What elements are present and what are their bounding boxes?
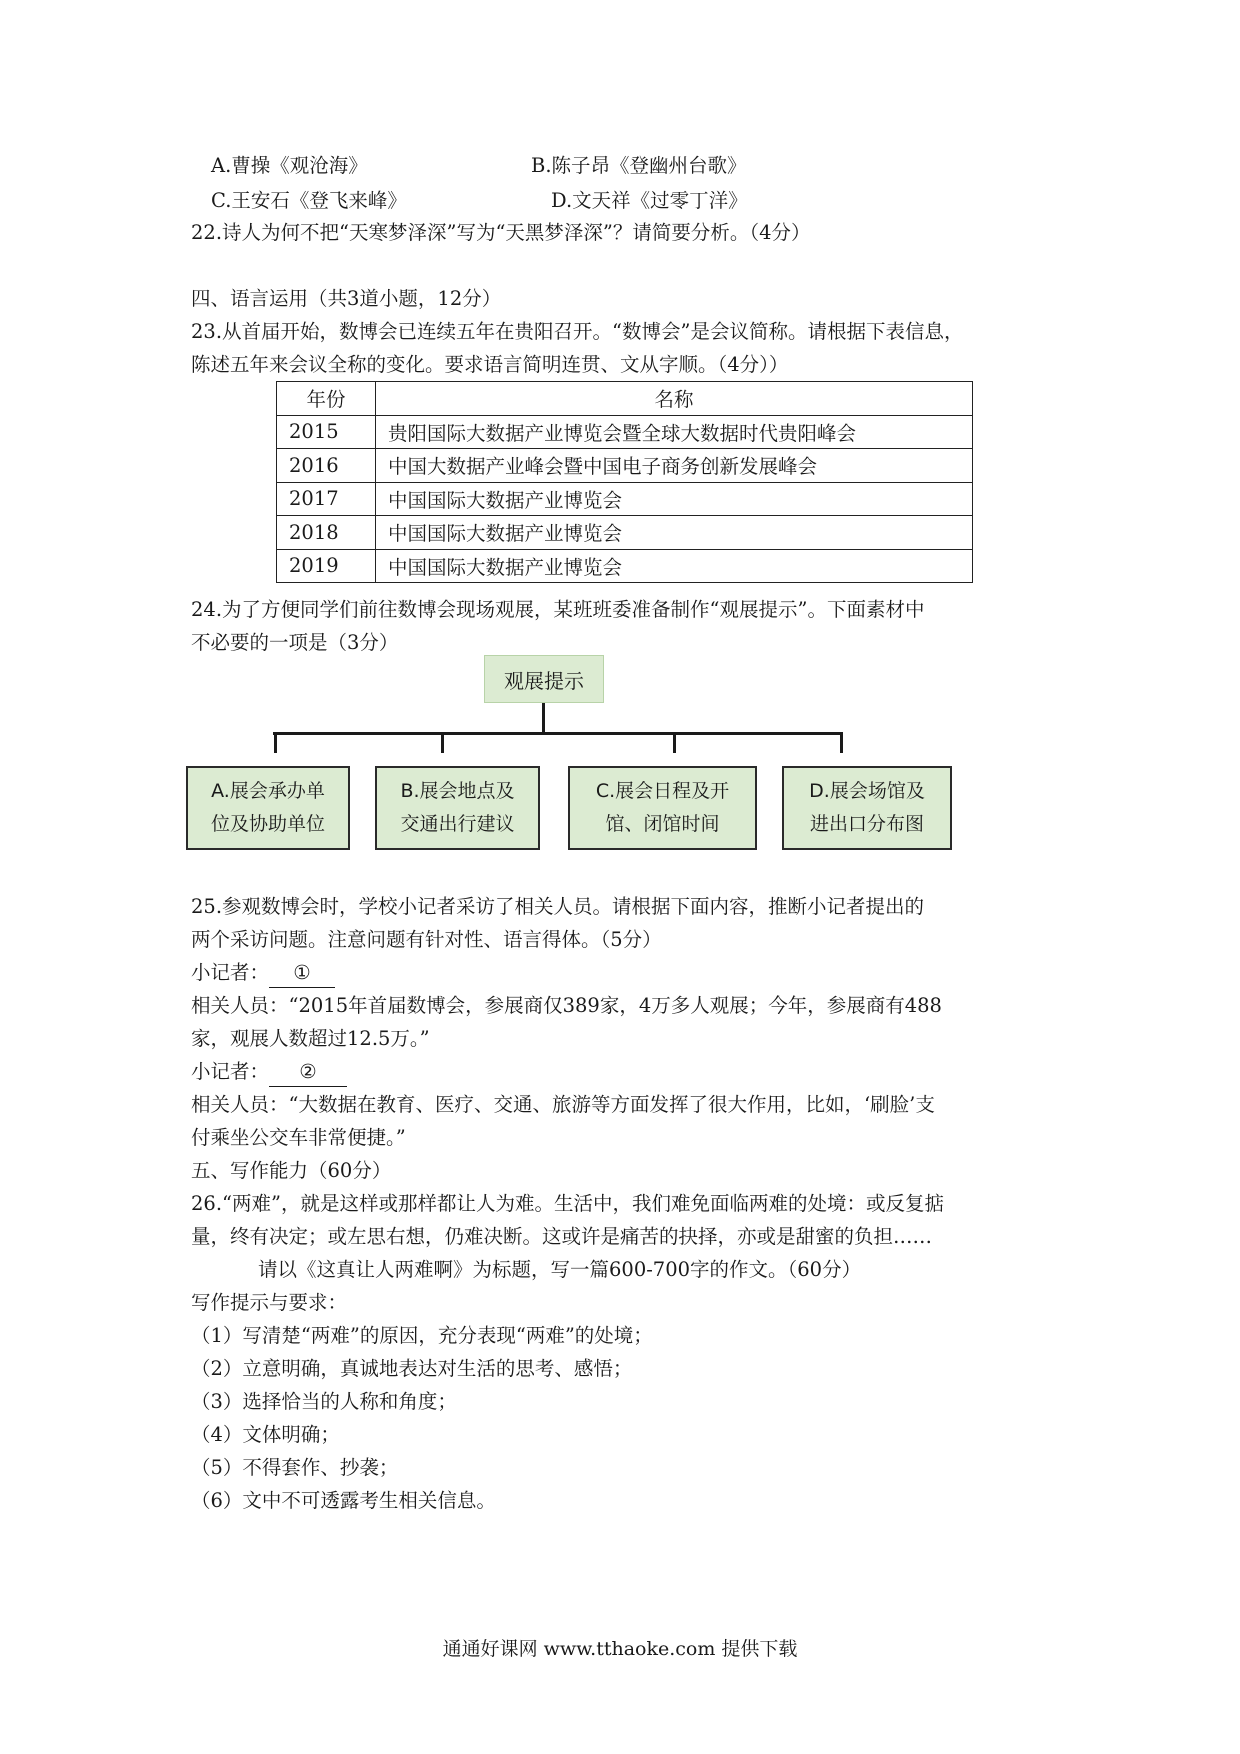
diagram-box-b [375, 766, 540, 850]
diagram-connector-horizontal [273, 732, 843, 735]
question-26-line-3: 请以《这真让人两难啊》为标题，写一篇600-700字的作文。（60分） [258, 1258, 862, 1281]
diagram-connector-d [840, 732, 843, 753]
question-22: 22.诗人为何不把“天寒梦泽深”写为“天黑梦泽深”？请简要分析。（4分） [191, 221, 811, 244]
page-footer: 通通好课网 www.tthaoke.com 提供下载 [442, 1638, 798, 1660]
staff-answer-2-line-2: 付乘坐公交车非常便捷。” [191, 1126, 406, 1149]
table-cell-year: 2016 [277, 449, 376, 483]
diagram-box-d-line-2: 进出口分布图 [809, 813, 924, 835]
diagram-connector-c [673, 732, 676, 753]
writing-tips-title: 写作提示与要求： [191, 1291, 348, 1314]
writing-tip: （5）不得套作、抄袭； [191, 1456, 399, 1479]
table-row [277, 516, 973, 550]
table-header-year: 年份 [277, 382, 376, 416]
writing-tip: （2）立意明确，真诚地表达对生活的思考、感悟； [191, 1357, 633, 1380]
diagram-box-a-line-1: A.展会承办单 [211, 780, 325, 802]
table-cell-year: 2019 [277, 549, 376, 583]
diagram-box-a-line-2: 位及协助单位 [210, 813, 325, 835]
diagram-box-a [186, 766, 350, 850]
table-row [277, 482, 973, 516]
diagram-connector-vertical [542, 703, 545, 733]
diagram-connector-a [274, 732, 277, 753]
table-row [277, 549, 973, 583]
diagram-box-c [568, 766, 757, 850]
staff-answer-2-line-1: 相关人员：“大数据在教育、医疗、交通、旅游等方面发挥了很大作用，比如，‘刷脸’支 [191, 1093, 935, 1116]
question-26-line-2: 量，终有决定；或左思右想，仍难决断。这或许是痛苦的抉择，亦或是甜蜜的负担…… [191, 1225, 933, 1248]
meeting-name-table [276, 381, 973, 583]
reporter-label: 小记者： [191, 1060, 270, 1083]
question-25-line-1: 25.参观数博会时，学校小记者采访了相关人员。请根据下面内容，推断小记者提出的 [191, 895, 925, 918]
answer-blank-2[interactable]: ② [269, 1058, 347, 1087]
table-cell-year: 2017 [277, 482, 376, 516]
q21-option-c: C.王安石《登飞来峰》 [211, 189, 407, 212]
table-header-name: 名称 [376, 382, 973, 416]
q21-option-d: D.文天祥《过零丁洋》 [551, 189, 748, 212]
writing-tip: （1）写清楚“两难”的原因，充分表现“两难”的处境； [191, 1324, 653, 1347]
diagram-box-c-line-2: 馆、闭馆时间 [605, 813, 720, 835]
diagram-connector-b [441, 732, 444, 753]
table-cell-name: 贵阳国际大数据产业博览会暨全球大数据时代贵阳峰会 [376, 415, 973, 449]
question-24-line-2: 不必要的一项是（3分） [191, 631, 399, 654]
question-26-line-1: 26.“两难”，就是这样或那样都让人为难。生活中，我们难免面临两难的处境：或反复掂 [191, 1192, 944, 1215]
table-cell-name: 中国国际大数据产业博览会 [376, 482, 973, 516]
diagram-box-d-line-1: D.展会场馆及 [809, 780, 925, 802]
section-4-title: 四、语言运用（共3道小题，12分） [191, 287, 502, 310]
table-cell-name: 中国大数据产业峰会暨中国电子商务创新发展峰会 [376, 449, 973, 483]
section-5-title: 五、写作能力（60分） [191, 1159, 392, 1182]
table-header-row [277, 382, 973, 416]
table-cell-name: 中国国际大数据产业博览会 [376, 549, 973, 583]
diagram-box-c-line-1: C.展会日程及开 [595, 780, 730, 802]
diagram-box-b-line-2: 交通出行建议 [400, 813, 515, 835]
table-cell-year: 2015 [277, 415, 376, 449]
reporter-label: 小记者： [191, 961, 270, 984]
reporter-question-1 [191, 959, 335, 988]
writing-tip: （4）文体明确； [191, 1423, 340, 1446]
staff-answer-1-line-2: 家，观展人数超过12.5万。” [191, 1027, 430, 1050]
q21-option-a: A.曹操《观沧海》 [211, 154, 368, 177]
table-cell-name: 中国国际大数据产业博览会 [376, 516, 973, 550]
diagram-box-b-line-1: B.展会地点及 [400, 780, 515, 802]
staff-answer-1-line-1: 相关人员：“2015年首届数博会，参展商仅389家，4万多人观展；今年，参展商有488 [191, 994, 942, 1017]
writing-tip: （3）选择恰当的人称和角度； [191, 1390, 457, 1413]
answer-blank-1[interactable]: ① [269, 959, 335, 988]
reporter-question-2 [191, 1058, 347, 1087]
q21-option-b: B.陈子昂《登幽州台歌》 [531, 154, 747, 177]
question-23-line-1: 23.从首届开始，数博会已连续五年在贵阳召开。“数博会”是会议简称。请根据下表信息， [191, 320, 964, 343]
table-row [277, 415, 973, 449]
table-row [277, 449, 973, 483]
table-cell-year: 2018 [277, 516, 376, 550]
question-25-line-2: 两个采访问题。注意问题有针对性、语言得体。（5分） [191, 928, 662, 951]
diagram-root-box: 观展提示 [484, 655, 604, 703]
diagram-box-d [782, 766, 952, 850]
writing-tip: （6）文中不可透露考生相关信息。 [191, 1489, 496, 1512]
question-23-line-2: 陈述五年来会议全称的变化。要求语言简明连贯、文从字顺。（4分）） [191, 353, 789, 376]
question-24-line-1: 24.为了方便同学们前往数博会现场观展，某班班委准备制作“观展提示”。下面素材中 [191, 598, 925, 621]
